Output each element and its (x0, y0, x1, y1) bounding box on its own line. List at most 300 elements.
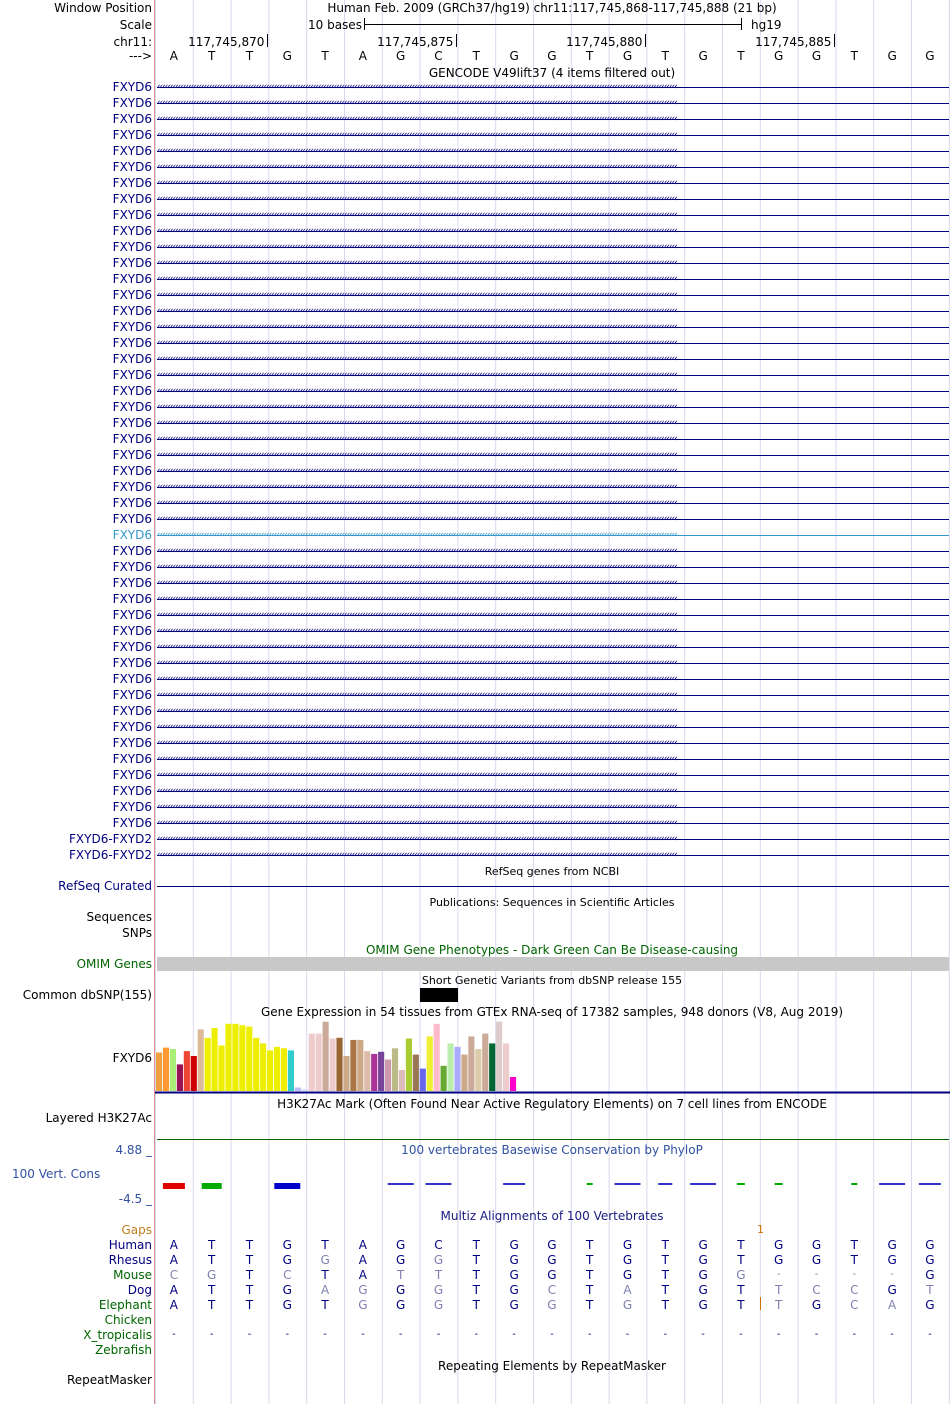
gencode-item-label[interactable]: FXYD6 (112, 688, 152, 702)
alignment-base: T (586, 1283, 594, 1297)
alignment-base: G (887, 1283, 897, 1297)
alignment-base: C (169, 1268, 179, 1282)
gencode-transcript[interactable] (157, 147, 949, 155)
dna-base[interactable]: G (774, 49, 784, 63)
gencode-item-label[interactable]: FXYD6 (112, 704, 152, 718)
omim-bar[interactable] (157, 957, 949, 971)
alignment-base: T (737, 1283, 745, 1297)
alignment-base: - (852, 1269, 857, 1280)
dna-base[interactable]: G (887, 49, 897, 63)
phylop-score-mark (163, 1183, 185, 1189)
gencode-item-label[interactable]: FXYD6 (112, 272, 152, 286)
gencode-item-label[interactable]: FXYD6 (112, 400, 152, 414)
dna-base[interactable]: T (661, 49, 669, 63)
gtex-tissue-bar (184, 1051, 190, 1091)
alignment-base: - (625, 1329, 630, 1340)
phylop-score-mark (503, 1183, 525, 1185)
gencode-transcript[interactable] (157, 803, 949, 811)
gencode-transcript[interactable] (157, 707, 949, 715)
gencode-item-label[interactable]: FXYD6 (112, 144, 152, 158)
refseq-label[interactable]: RefSeq Curated (58, 879, 152, 893)
alignment-base: G (736, 1268, 746, 1282)
alignment-base: - (814, 1269, 819, 1280)
alignment-base: G (622, 1238, 633, 1252)
dna-base[interactable]: G (925, 49, 935, 63)
alignment-base: T (472, 1268, 480, 1282)
gencode-item-label[interactable]: FXYD6 (112, 592, 152, 606)
gencode-item-label[interactable]: FXYD6 (112, 80, 152, 94)
gtex-tissue-bar (239, 1025, 245, 1091)
gencode-item-label[interactable]: FXYD6 (112, 288, 152, 302)
gencode-item-label[interactable]: FXYD6 (112, 336, 152, 350)
gencode-transcript[interactable] (157, 387, 949, 395)
alignment-base: T (661, 1238, 669, 1252)
h3k27ac-title: H3K27Ac Mark (Often Found Near Active Regulatory Elements) on 7 cell lines from ENCODE (277, 1097, 827, 1111)
gencode-transcript[interactable] (157, 163, 949, 171)
gencode-transcript[interactable] (157, 499, 949, 507)
alignment-base: T (472, 1298, 480, 1312)
gtex-tissue-bar (475, 1049, 481, 1091)
gencode-item-label[interactable]: FXYD6 (112, 560, 152, 574)
h3k27ac-label[interactable]: Layered H3K27Ac (45, 1111, 152, 1125)
gencode-transcript[interactable] (157, 579, 949, 587)
gencode-transcript[interactable] (157, 659, 949, 667)
gencode-item-label[interactable]: FXYD6 (112, 320, 152, 334)
gencode-item-label[interactable]: FXYD6 (112, 464, 152, 478)
gencode-transcript[interactable] (157, 739, 949, 747)
phylop-score-mark (690, 1183, 716, 1185)
alignment-base: - (814, 1329, 819, 1340)
gencode-item-label[interactable]: FXYD6 (112, 432, 152, 446)
gtex-tissue-bar (468, 1036, 474, 1091)
alignment-base: C (812, 1283, 821, 1297)
gencode-item-label[interactable]: FXYD6 (112, 816, 152, 830)
gencode-item-label[interactable]: FXYD6 (112, 128, 152, 142)
gtex-tissue-bar (170, 1049, 176, 1091)
dna-base[interactable]: G (622, 49, 633, 63)
alignment-base: G (622, 1268, 633, 1282)
gencode-transcript[interactable] (157, 323, 949, 331)
gencode-transcript[interactable] (157, 547, 949, 555)
gencode-transcript[interactable] (157, 291, 949, 299)
dna-base[interactable]: T (321, 49, 329, 63)
dna-base[interactable]: T (208, 49, 216, 63)
alignment-base: G (774, 1238, 784, 1252)
gencode-item-label[interactable]: FXYD6 (112, 720, 152, 734)
gencode-item-label[interactable]: FXYD6 (112, 736, 152, 750)
alignment-base: A (169, 1283, 178, 1297)
gencode-transcript[interactable] (157, 611, 949, 619)
gtex-tissue-bar (392, 1048, 398, 1091)
dna-base[interactable]: A (169, 49, 178, 63)
gtex-tissue-bar (295, 1088, 301, 1092)
gencode-transcript[interactable] (157, 339, 949, 347)
gencode-transcript[interactable] (157, 755, 949, 763)
gencode-transcript[interactable] (157, 531, 949, 539)
refseq-line[interactable] (157, 886, 949, 887)
alignment-base: G (509, 1238, 519, 1252)
dbsnp-variant[interactable] (420, 988, 458, 1002)
scale-bar (364, 24, 741, 25)
alignment-base: G (698, 1298, 708, 1312)
gencode-item-label[interactable]: FXYD6 (112, 176, 152, 190)
ruler-position: 117,745,875 (377, 35, 454, 49)
dna-base[interactable]: G (282, 49, 292, 63)
alignment-base: T (586, 1268, 594, 1282)
species-label[interactable]: Human (108, 1238, 152, 1252)
dna-base[interactable]: T (850, 49, 858, 63)
alignment-base: - (247, 1329, 252, 1340)
alignment-base: T (245, 1268, 254, 1282)
alignment-base: G (358, 1298, 368, 1312)
phylop-score-mark (426, 1183, 452, 1185)
species-label[interactable]: Mouse (113, 1268, 152, 1282)
scale-bar-right-tick (741, 18, 742, 30)
gencode-item-label[interactable]: FXYD6 (112, 480, 152, 494)
phylop-score-mark (919, 1183, 941, 1185)
window-position-label: Window Position (54, 1, 152, 15)
alignment-base: - (928, 1329, 932, 1340)
gencode-transcript[interactable] (157, 99, 949, 107)
gtex-tissue-bar (212, 1028, 218, 1091)
gencode-item-label[interactable]: FXYD6 (112, 784, 152, 798)
alignment-base: - (739, 1329, 743, 1340)
gtex-tissue-bar (350, 1040, 356, 1091)
gencode-transcript[interactable] (157, 691, 949, 699)
gtex-label[interactable]: FXYD6 (112, 1051, 152, 1065)
alignment-base: C (434, 1238, 443, 1252)
gtex-tissue-bar (357, 1040, 363, 1091)
gencode-item-label[interactable]: FXYD6 (112, 672, 152, 686)
gencode-item-label[interactable]: FXYD6 (112, 448, 152, 462)
gencode-item-label[interactable]: FXYD6-FXYD2 (69, 848, 152, 862)
alignment-base: T (850, 1238, 858, 1252)
alignment-base: A (320, 1283, 330, 1297)
alignment-base: - (512, 1329, 516, 1340)
gtex-tissue-bar (454, 1047, 460, 1091)
gencode-item-label[interactable]: FXYD6 (112, 160, 152, 174)
gtex-tissue-bar (489, 1043, 495, 1091)
species-label[interactable]: Zebrafish (95, 1343, 152, 1357)
gtex-tissue-bar (420, 1069, 426, 1091)
gtex-tissue-bar (323, 1022, 329, 1091)
gtex-tissue-bar (232, 1024, 238, 1091)
alignment-base: C (850, 1298, 859, 1312)
gencode-item-label[interactable]: FXYD6 (112, 368, 152, 382)
dna-base[interactable]: G (698, 49, 708, 63)
alignment-base: A (887, 1298, 897, 1312)
gtex-tissue-bar (163, 1048, 169, 1091)
gtex-bar-chart[interactable] (155, 1019, 950, 1095)
gtex-tissue-bar (406, 1039, 412, 1092)
alignment-base: A (169, 1298, 178, 1312)
gtex-tissue-bar (461, 1055, 467, 1091)
dna-base[interactable]: G (396, 49, 406, 63)
gencode-item-label[interactable]: FXYD6 (112, 544, 152, 558)
ruler-position: 117,745,870 (188, 35, 265, 49)
alignment-base: A (358, 1238, 367, 1252)
gencode-transcript[interactable] (157, 675, 949, 683)
alignment-base: T (661, 1298, 669, 1312)
alignment-base: T (434, 1268, 443, 1282)
ruler-position: 117,745,880 (566, 35, 643, 49)
gencode-transcript[interactable] (157, 515, 949, 523)
phylop-score-mark (388, 1183, 414, 1185)
gtex-tissue-bar (447, 1043, 453, 1091)
gencode-transcript[interactable] (157, 723, 949, 731)
alignment-base: G (774, 1253, 784, 1267)
gtex-tissue-bar (427, 1036, 433, 1091)
alignment-base: T (321, 1268, 329, 1282)
gtex-tissue-bar (253, 1038, 259, 1091)
species-label[interactable]: Rhesus (108, 1253, 152, 1267)
gencode-transcript[interactable] (157, 451, 949, 459)
gencode-transcript[interactable] (157, 371, 949, 379)
phylop-track[interactable] (155, 1176, 950, 1196)
alignment-base: G (509, 1283, 519, 1297)
gencode-transcript[interactable] (157, 131, 949, 139)
gtex-tissue-bar (434, 1024, 440, 1091)
alignment-base: T (737, 1253, 745, 1267)
ruler-tick (645, 34, 646, 47)
gencode-transcript[interactable] (157, 179, 949, 187)
chr-label: chr11: (113, 35, 152, 49)
alignment-base: T (850, 1253, 858, 1267)
gencode-transcript[interactable] (157, 627, 949, 635)
dna-base[interactable]: G (509, 49, 519, 63)
gtex-tissue-bar (503, 1043, 509, 1091)
alignment-base: - (776, 1269, 781, 1280)
alignment-base: G (282, 1253, 292, 1267)
gencode-transcript[interactable] (157, 787, 949, 795)
alignment-base: - (663, 1329, 668, 1340)
dna-base[interactable]: T (245, 49, 254, 63)
gtex-tissue-bar (343, 1056, 349, 1091)
alignment-base: G (320, 1253, 330, 1267)
publications-snps-label[interactable]: SNPs (122, 926, 152, 940)
dna-base[interactable]: G (547, 49, 557, 63)
gencode-transcript[interactable] (157, 835, 949, 843)
alignment-base: C (850, 1283, 859, 1297)
gencode-item-label[interactable]: FXYD6 (112, 752, 152, 766)
species-label[interactable]: X_tropicalis (83, 1328, 152, 1342)
species-label[interactable]: Elephant (98, 1298, 152, 1312)
gtex-tissue-bar (225, 1024, 231, 1091)
gencode-item-label[interactable]: FXYD6 (112, 352, 152, 366)
gencode-item-label[interactable]: FXYD6 (112, 800, 152, 814)
alignment-base: G (358, 1283, 368, 1297)
gencode-item-label[interactable]: FXYD6 (112, 192, 152, 206)
dna-base[interactable]: T (586, 49, 594, 63)
gencode-item-label[interactable]: FXYD6 (112, 576, 152, 590)
alignment-base: T (321, 1298, 329, 1312)
gencode-item-label[interactable]: FXYD6 (112, 656, 152, 670)
gtex-tissue-bar (156, 1053, 162, 1092)
alignment-base: T (586, 1253, 594, 1267)
alignment-base: - (852, 1329, 857, 1340)
species-label[interactable]: Chicken (104, 1313, 152, 1327)
gencode-item-label[interactable]: FXYD6 (112, 224, 152, 238)
gencode-transcript[interactable] (157, 851, 949, 859)
gencode-transcript[interactable] (157, 307, 949, 315)
gencode-transcript[interactable] (157, 467, 949, 475)
gencode-transcript[interactable] (157, 771, 949, 779)
alignment-base: G (433, 1298, 444, 1312)
alignment-base: T (737, 1298, 745, 1312)
insertion-marker (760, 1297, 761, 1310)
alignment-base: T (245, 1298, 254, 1312)
omim-label[interactable]: OMIM Genes (76, 957, 152, 971)
alignment-base: G (622, 1253, 633, 1267)
phylop-score-mark (202, 1183, 222, 1189)
gencode-transcript[interactable] (157, 483, 949, 491)
gencode-transcript[interactable] (157, 275, 949, 283)
ruler-position: 117,745,885 (755, 35, 832, 49)
gencode-item-label[interactable]: FXYD6-FXYD2 (69, 832, 152, 846)
gencode-item-label[interactable]: FXYD6 (112, 384, 152, 398)
gencode-transcript[interactable] (157, 211, 949, 219)
gtex-tissue-bar (191, 1056, 197, 1091)
alignment-base: T (472, 1283, 480, 1297)
gencode-title[interactable]: GENCODE V49lift37 (4 items filtered out) (428, 66, 676, 80)
alignment-base: G (811, 1298, 822, 1312)
gtex-tissue-bar (260, 1043, 266, 1091)
gencode-item-label[interactable]: FXYD6 (112, 768, 152, 782)
alignment-base: T (586, 1298, 594, 1312)
phylop-min-label: -4.5 _ (118, 1192, 152, 1206)
publications-title: Publications: Sequences in Scientific Articles (429, 896, 675, 909)
dna-base[interactable]: G (811, 49, 822, 63)
gencode-transcript[interactable] (157, 563, 949, 571)
alignment-base: G (547, 1298, 557, 1312)
species-label[interactable]: Dog (127, 1283, 152, 1297)
dna-base[interactable]: C (434, 49, 443, 63)
alignment-base: G (811, 1238, 822, 1252)
gencode-transcript[interactable] (157, 419, 949, 427)
alignment-base: G (698, 1283, 708, 1297)
gencode-transcript[interactable] (157, 83, 949, 91)
gencode-transcript[interactable] (157, 595, 949, 603)
alignment-base: A (623, 1283, 632, 1297)
gencode-item-label[interactable]: FXYD6 (112, 640, 152, 654)
publications-sequences-label[interactable]: Sequences (86, 910, 152, 924)
gencode-item-label[interactable]: FXYD6 (112, 240, 152, 254)
gencode-transcript[interactable] (157, 259, 949, 267)
alignment-base: - (890, 1329, 894, 1340)
alignment-base: T (245, 1238, 254, 1252)
assembly-position-text[interactable]: Human Feb. 2009 (GRCh37/hg19) chr11:117,745,868-117,745,888 (21 bp) (327, 1, 777, 15)
alignment-base: - (323, 1329, 327, 1340)
ruler-tick (834, 34, 835, 47)
alignment-base: G (887, 1238, 897, 1252)
dna-base[interactable]: T (737, 49, 745, 63)
alignment-base: A (358, 1253, 367, 1267)
gencode-transcript[interactable] (157, 115, 949, 123)
gencode-item-label[interactable]: FXYD6 (112, 416, 152, 430)
h3k27ac-baseline (157, 1139, 949, 1140)
gencode-item-label[interactable]: FXYD6 (112, 528, 152, 542)
gtex-tissue-bar (482, 1034, 488, 1091)
gtex-tissue-bar (309, 1034, 315, 1091)
repeatmasker-label[interactable]: RepeatMasker (66, 1373, 152, 1387)
dna-base[interactable]: A (358, 49, 367, 63)
phylop-label[interactable]: 100 Vert. Cons (12, 1167, 101, 1181)
phylop-score-mark (879, 1183, 905, 1185)
alignment-base: G (925, 1253, 935, 1267)
alignment-base: - (361, 1329, 365, 1340)
alignment-base: G (509, 1253, 519, 1267)
gencode-item-label[interactable]: FXYD6 (112, 496, 152, 510)
gencode-item-label[interactable]: FXYD6 (112, 304, 152, 318)
phylop-score-mark (658, 1183, 672, 1185)
refseq-title: RefSeq genes from NCBI (484, 865, 620, 878)
alignment-base: T (208, 1253, 216, 1267)
alignment-base: T (472, 1238, 480, 1252)
gencode-item-label[interactable]: FXYD6 (112, 624, 152, 638)
gtex-tissue-bar (281, 1048, 287, 1091)
gtex-tissue-bar (378, 1052, 384, 1091)
phylop-score-mark (274, 1183, 300, 1189)
gtex-tissue-bar (441, 1066, 447, 1091)
alignment-base: G (547, 1238, 557, 1252)
gap-marker[interactable]: 1 (757, 1223, 764, 1236)
gencode-transcript[interactable] (157, 403, 949, 411)
alignment-base: G (433, 1253, 444, 1267)
repeatmasker-title: Repeating Elements by RepeatMasker (438, 1359, 666, 1373)
gaps-label[interactable]: Gaps (121, 1223, 152, 1237)
gencode-transcript[interactable] (157, 243, 949, 251)
alignment-base: T (245, 1283, 254, 1297)
gtex-tissue-bar (413, 1055, 419, 1091)
alignment-base: G (282, 1283, 292, 1297)
alignment-base: - (474, 1329, 479, 1340)
dbsnp-label[interactable]: Common dbSNP(155) (22, 988, 152, 1002)
alignment-base: - (209, 1329, 214, 1340)
gencode-transcript[interactable] (157, 819, 949, 827)
gencode-item-label[interactable]: FXYD6 (112, 512, 152, 526)
gencode-transcript[interactable] (157, 435, 949, 443)
alignment-base: C (283, 1268, 292, 1282)
gtex-tissue-bar (496, 1022, 502, 1091)
alignment-base: G (282, 1238, 292, 1252)
alignment-base: T (245, 1253, 254, 1267)
phylop-score-mark (737, 1183, 745, 1185)
gtex-tissue-bar (246, 1027, 252, 1091)
alignment-base: - (587, 1329, 592, 1340)
alignment-base: T (661, 1253, 669, 1267)
gencode-item-label[interactable]: FXYD6 (112, 112, 152, 126)
gencode-item-label[interactable]: FXYD6 (112, 608, 152, 622)
alignment-base: - (172, 1329, 176, 1340)
gencode-transcript[interactable] (157, 355, 949, 363)
gencode-transcript[interactable] (157, 195, 949, 203)
alignment-base: G (925, 1268, 935, 1282)
gencode-item-label[interactable]: FXYD6 (112, 208, 152, 222)
dna-base[interactable]: T (472, 49, 480, 63)
gencode-item-label[interactable]: FXYD6 (112, 256, 152, 270)
gtex-tissue-bar (177, 1064, 183, 1091)
alignment-base: G (396, 1298, 406, 1312)
gencode-transcript[interactable] (157, 227, 949, 235)
gencode-item-label[interactable]: FXYD6 (112, 96, 152, 110)
alignment-base: G (396, 1238, 406, 1252)
gencode-transcript[interactable] (157, 643, 949, 651)
alignment-base: G (698, 1238, 708, 1252)
alignment-base: G (207, 1268, 217, 1282)
alignment-base: A (169, 1253, 178, 1267)
gtex-tissue-bar (205, 1038, 211, 1091)
gtex-tissue-bar (267, 1050, 273, 1091)
